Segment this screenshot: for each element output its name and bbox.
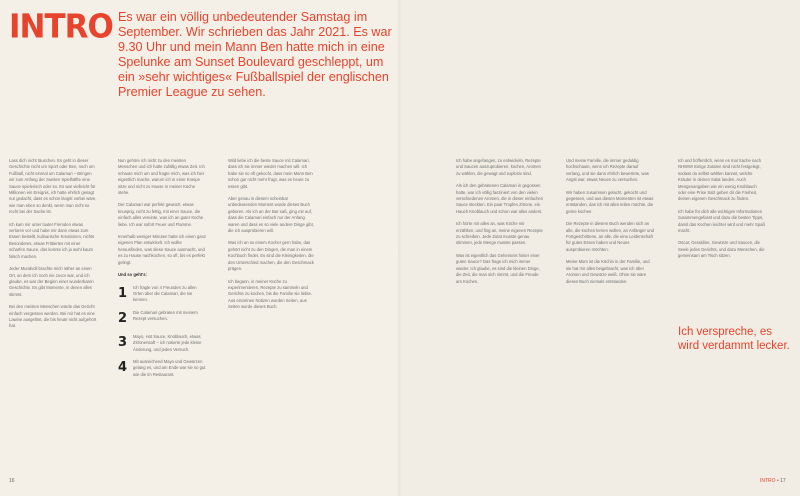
body-paragraph: Ich hörte mir alles an, was Köche mir erzählten, und fing an, meine eigenen Rezepte zu schreiben. Jede Zutat musste genau stimmen, jede Menge musste passen. xyxy=(456,221,543,246)
book-gutter xyxy=(398,0,402,496)
body-paragraph: Meine Mom ist die Köchin in der Familie, und sie hat mir alles beigebracht, was ich über Aromen und Gewürze weiß. Ohne sie wäre dieses Buch niemals entstanden. xyxy=(566,259,650,284)
intro-paragraph: Es war ein völlig unbedeutender Samstag im September. Wir schrieben das Jahr 2021. Es war 9.30 Uhr und mein Mann Ben hatte mich in eine Spelunke am Sunset Boulevard geschleppt, um ein »sehr wichtiges« Fußballspiel der englischen Premier League zu sehen. xyxy=(118,10,392,99)
body-paragraph: Wir haben zusammen gelacht, gekocht und gegessen, und aus diesen Momenten ist etwas entstanden, das ich mit allen teilen möchte, die gerne kochen. xyxy=(566,189,654,214)
step-item xyxy=(118,359,206,378)
body-paragraph: Ich kam mir unter lauter Fremden etwas verloren vor und habe mir dann etwas zum Essen bestellt, kulinarische Kreationen, nichts Besonderes, etwas Frittiertes mit einer scharfen Sauce, das konnte ich ja wohl kaum falsch machen. xyxy=(9,221,95,259)
text-column-5 xyxy=(566,158,654,291)
body-paragraph: Ich begann, in meiner Küche zu experimentieren, Rezepte zu sammeln und Gerichte zu kochen, bis die Familie sie liebte. Aus einzelnen Notizen wurden Seiten, aus Seiten wurde dieses Buch. xyxy=(228,278,313,310)
body-paragraph: Und meine Familie, die immer geduldig hochschaute, wenn ich Rezepte darauf verlang, und sie dann ehrlich bewertete, was Angst war, etwas Neues zu versuchen. xyxy=(566,158,649,183)
folio-section-label: INTRO xyxy=(760,478,776,484)
body-paragraph: Ich habe angefangen, zu entwickeln, Rezepte und Saucen auszuprobieren, kochen, Aromen zu wählen, die gewagt und explosiv sind. xyxy=(456,158,541,176)
body-paragraph: Die Rezepte in diesem Buch wenden sich an alle, die kochen lernen wollen, an Anfänger und Fortgeschrittene, an alle, die eine Leidenschaft für gutes Essen haben und Neues ausprobieren möchten. xyxy=(566,221,654,252)
text-column-6 xyxy=(678,158,766,318)
step-number: 2 xyxy=(118,310,128,326)
pull-quote: Ich verspreche, es wird verdammt lecker. xyxy=(678,326,790,352)
text-column-2 xyxy=(118,158,206,478)
step-number: 4 xyxy=(118,359,128,375)
body-paragraph: Was ich an so einem Kocher gern habe, das gehört nicht zu den Dingen, die man in einem Kochbuch findet. Es sind die Kleinigkeiten, die den Unterschied machen, die den Geschmack prägen. xyxy=(228,240,314,272)
body-paragraph: Was ist eigentlich das Geheimnis hinter einer guten Sauce? Das frage ich mich immer wieder. Ich glaube, es sind die kleinen Dinge, die Zeit, die man sich nimmt, und die Freude am Kochen. xyxy=(456,252,540,284)
body-paragraph: Nun gehöre ich nicht zu den meisten Menschen und ich hatte zufällig etwas Zeit. Ich schaute mich um und fragte mich, was ich hier eigentlich mache, warum ich in einer Kneipe sitze und nicht zu Hause in meiner Küche stehe. xyxy=(118,158,205,196)
body-paragraph: Als ich den gebratenen Calamari in gegossen hatte, war ich völlig fasziniert von den vielen verschiedenen Aromen, die in dieser einfachen Sauce steckten. Ein paar Tropfen Zitrone, ein Hauch Knoblauch und schon war alles anders. xyxy=(456,183,544,214)
page-number-right: 17 xyxy=(780,478,786,484)
body-paragraph: Bei den meisten Menschen würde das Gericht einfach vergessen werden. Bei mir hat es eine Lawine ausgelöst, die bis heute nicht aufgehört hat. xyxy=(9,304,97,329)
step-item xyxy=(118,285,206,304)
step-item xyxy=(118,334,206,353)
step-item xyxy=(118,310,206,328)
body-paragraph: Innerhalb weniger Minuten hatte ich einen ganz eigenen Plan entwickelt. Ich wollte herausfinden, was diese Sauce ausmacht, und es zu Hause nachkochen, so oft, bis es perfekt gelingt. xyxy=(118,234,206,265)
step-number: 3 xyxy=(118,334,128,350)
body-paragraph: Aber genau in diesem scheinbar unbedeutenden Moment wurde dieses Buch geboren. Als ich an der Bar saß, ging mir auf, dass die Calamari einfach nur der Anfang waren und dass es so viele andere Dinge gibt, die ich ausprobieren will. xyxy=(228,196,314,234)
body-paragraph: Lass dich nicht täuschen. Es geht in dieser Geschichte nicht um Sport oder Ben, noch um Fußball, nicht einmal um Calamari – Bringen wir zum Anfang der zweiten Spielhälfte eine Sauce spielerisch oder so. Es war vielleicht für Millionen ein Ereignis, ich hatte ehrlich gesagt nur gedacht, dass es schon längst vorbei wäre, wie man eben so denkt, wenn man nicht so recht bei der Sache ist. xyxy=(9,158,97,215)
step-text: Ich fragte von 4 Freunden zu allen Orten über die Calamari, die sie kennen. xyxy=(133,284,197,303)
text-column-4 xyxy=(456,158,544,291)
step-text: Mayo, Hot Sauce, Knoblauch, etwas Zitronensaft – ich notierte jede kleine Änderung, und jeden Versuch. xyxy=(133,333,202,352)
body-paragraph: Wild liebe ich die beste Sauce mit Calamari, dass ich sie immer wieder machen will. Ich habe sie so oft gekocht, dass mein Mann Ben schon gar nicht mehr fragt, was es heute zu essen gibt. xyxy=(228,158,313,189)
body-paragraph: Ich und hoffentlich, wenn es mal Sache nach NHWW! Einige Zutaten sind nicht festgelegt, sodass du selbst wählen kannst, welche Kräuter in deinen Salat landen. Auch Mengenangaben wie ein wenig Knoblauch oder eine Prise Salz geben dir die Freiheit, deinen eigenen Geschmack zu finden. xyxy=(678,158,762,202)
page-number-left: 16 xyxy=(9,478,15,484)
body-paragraph: Ich habe für dich alle wichtigen Informationen zusammengefasst und dazu die besten Tipps, damit das Kochen leichter wird und mehr Spaß macht. xyxy=(678,208,766,234)
step-text: Mit ausreichend Mayo und Gewürzen gelang es, und am Ende war sie so gut wie die im Restaurant. xyxy=(133,358,206,377)
step-text: Die Calamari gebraten mit meinem Rezept versuchen. xyxy=(133,309,198,322)
page-folio-right xyxy=(760,478,786,484)
body-paragraph: Der Calamari war perfekt gewürzt, etwas knusprig, nicht zu fettig, mit einer Sauce, die einfach alles vereinte, was ich an guter Küche liebe. Ich war sofort Feuer und Flamme. xyxy=(118,202,204,227)
body-paragraph: Oscar, Geraldine, Gewürze und Saucen, die Seele jedes Gerichts, und dazu Menschen, die gemeinsam am Tisch sitzen. xyxy=(678,240,765,259)
folio-separator: • xyxy=(776,478,779,484)
text-column-1 xyxy=(9,158,97,336)
step-number: 1 xyxy=(118,285,128,301)
body-paragraph: Jeder Mundvoll brachte mich näher an einen Ort, an dem ich noch nie zuvor war, und ich glaube, es war der Beginn einer wunderbaren Geschichte. Es gibt Momente, in denen alles stimmt. xyxy=(9,266,94,297)
intro-logo: INTRO xyxy=(9,8,113,46)
text-column-3 xyxy=(228,158,316,317)
steps-heading: Und so geht's: xyxy=(118,272,147,278)
